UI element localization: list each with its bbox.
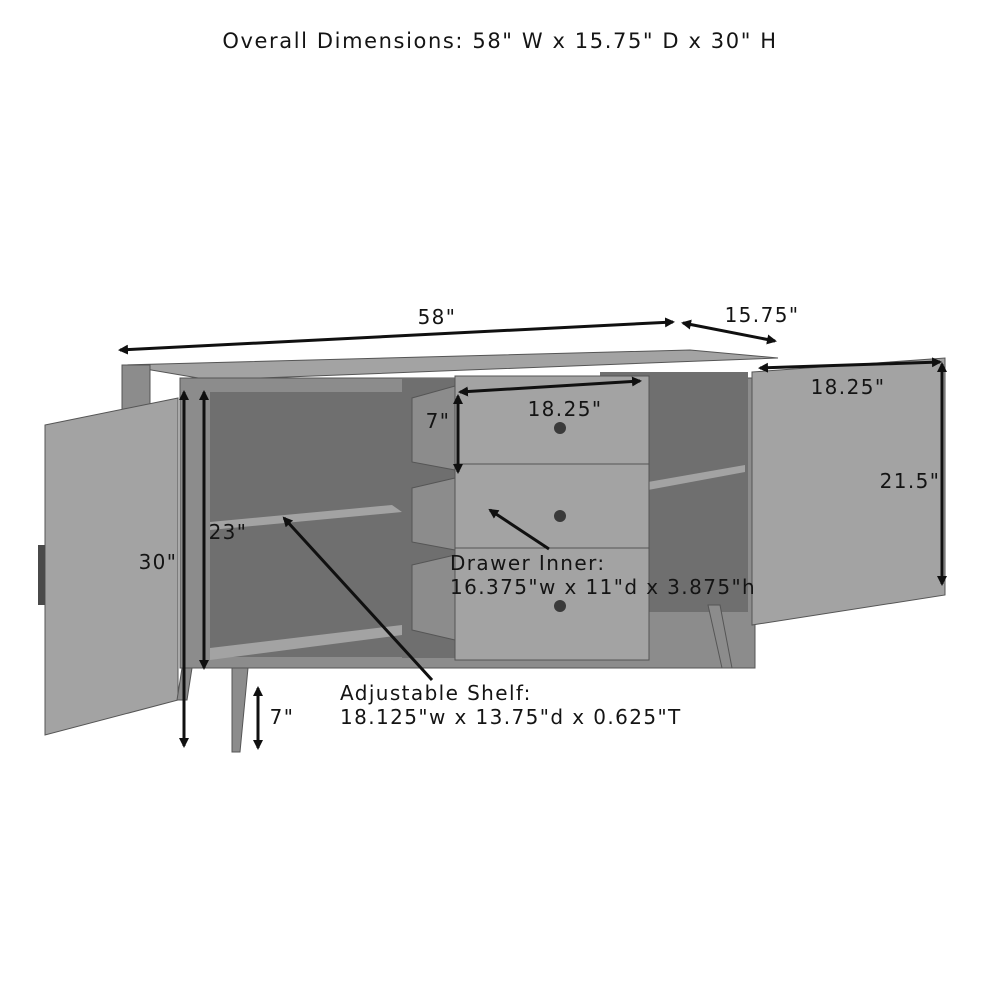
door-height-label: 21.5" xyxy=(879,469,941,493)
door-width-label: 18.25" xyxy=(810,375,886,399)
drawer-height-label: 7" xyxy=(425,409,451,433)
width-dimension-line xyxy=(120,322,673,350)
left-door-handle xyxy=(38,545,45,605)
drawer-width-label: 18.25" xyxy=(527,397,603,421)
leg-height-label: 7" xyxy=(269,705,295,729)
width-label: 58" xyxy=(417,305,457,329)
drawer-3-knob xyxy=(554,600,566,612)
leg-front-left xyxy=(232,668,248,752)
drawer-inner-dimensions: 16.375"w x 11"d x 3.875"h xyxy=(450,575,757,599)
drawer-3-side xyxy=(412,555,455,640)
drawer-2-front xyxy=(455,464,649,552)
overall-height-label: 30" xyxy=(138,550,178,574)
drawer-1-knob xyxy=(554,422,566,434)
drawer-2-knob xyxy=(554,510,566,522)
interior-height-label: 23" xyxy=(208,520,248,544)
shelf-title: Adjustable Shelf: xyxy=(340,681,532,705)
depth-label: 15.75" xyxy=(724,303,800,327)
diagram-title: Overall Dimensions: 58" W x 15.75" D x 30" H xyxy=(222,29,778,53)
drawer-inner-title: Drawer Inner: xyxy=(450,551,606,575)
drawer-2-side xyxy=(412,478,455,550)
shelf-dimensions: 18.125"w x 13.75"d x 0.625"T xyxy=(340,705,682,729)
